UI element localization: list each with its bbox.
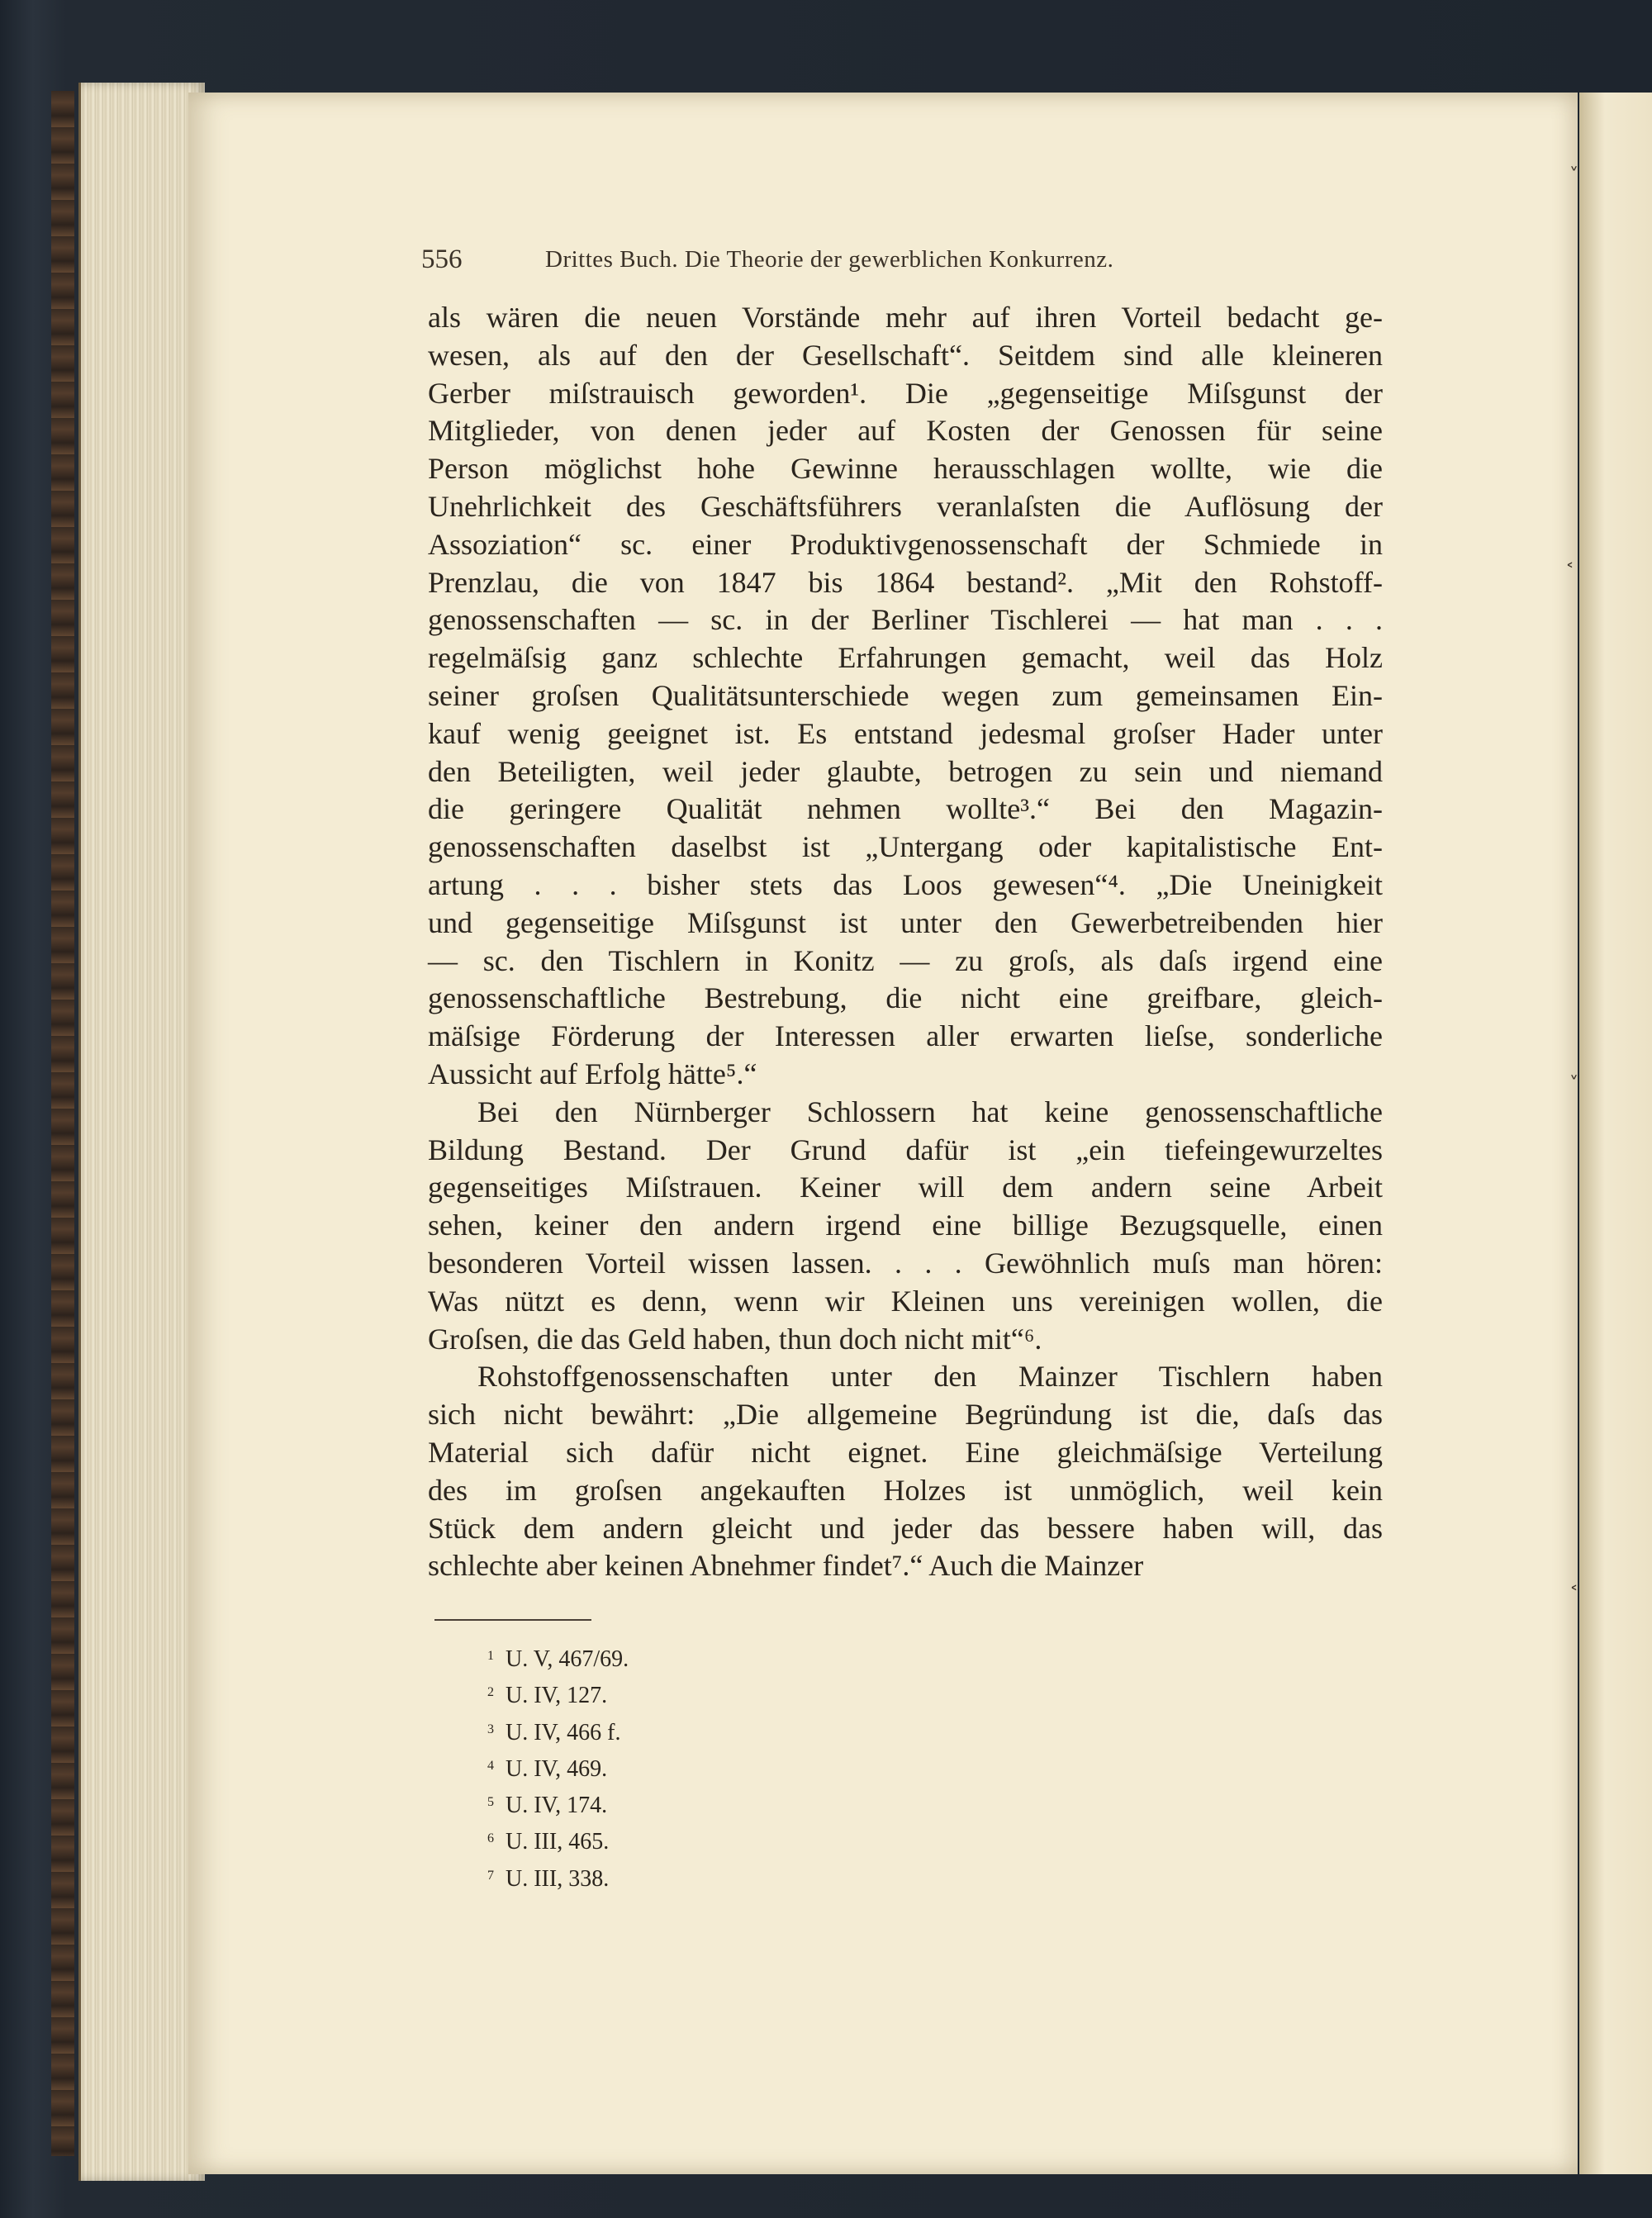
body-line: sich nicht bewährt: „Die allgemeine Begründung ist die, daſs das (428, 1398, 1383, 1432)
body-line: artung . . . bisher stets das Loos gewesen“⁴. „Die Uneinigkeit (428, 867, 1383, 901)
footnote-text: U. IV, 466 f. (506, 1719, 621, 1745)
body-line: schlechte aber keinen Abnehmer findet⁷.“ Auch die Mainzer (428, 1549, 1144, 1583)
body-line: Prenzlau, die von 1847 bis 1864 bestand². „Mit den Rohstoff- (428, 565, 1383, 599)
body-line: genossenschaftliche Bestrebung, die nicht eine greifbare, gleich- (428, 981, 1383, 1015)
body-line: kauf wenig geeignet ist. Es entstand jedesmal groſser Hader unter (428, 716, 1383, 750)
body-line: Assoziation“ sc. einer Produktivgenossenschaft der Schmiede in (428, 527, 1383, 561)
body-line: Aussicht auf Erfolg hätte⁵.“ (428, 1057, 757, 1090)
body-line: wesen, als auf den der Gesellschaft“. Seitdem sind alle kleineren (428, 338, 1383, 372)
body-line: Bildung Bestand. Der Grund dafür ist „ein tiefeingewurzeltes (428, 1133, 1383, 1166)
body-line: — sc. den Tischlern in Konitz — zu groſs, als daſs irgend eine (428, 943, 1383, 977)
body-line: Bei den Nürnberger Schlossern hat keine genossenschaftliche (477, 1095, 1383, 1128)
body-text (428, 299, 1383, 1585)
body-line: und gegenseitige Miſsgunst ist unter den Gewerbetreibenden hier (428, 905, 1383, 939)
footnote (487, 1786, 818, 1822)
footnote (487, 1713, 818, 1750)
body-line: gegenseitiges Miſstrauen. Keiner will dem andern seine Arbeit (428, 1171, 1383, 1204)
margin-tick-mark: ˅ (1569, 165, 1578, 186)
footnote (487, 1750, 818, 1786)
body-line: die geringere Qualität nehmen wollte³.“ Bei den Magazin- (428, 792, 1383, 826)
body-line: Stück dem andern gleicht und jeder das bessere haben will, das (428, 1511, 1383, 1545)
margin-tick-mark: ˅ (1569, 1074, 1578, 1095)
body-line: seiner groſsen Qualitätsunterschiede wegen zum gemeinsamen Ein- (428, 678, 1383, 712)
footnote-text: U. III, 465. (506, 1829, 610, 1855)
running-title: Drittes Buch. Die Theorie der gewerblichen Konkurrenz. (545, 246, 1114, 273)
body-line: regelmäſsig ganz schlechte Erfahrungen gemacht, weil das Holz (428, 641, 1383, 675)
footnote-text: U. III, 338. (506, 1865, 610, 1892)
body-line: Was nützt es denn, wenn wir Kleinen uns vereinigen wollen, die (428, 1284, 1383, 1318)
footnote-mark: 3 (487, 1722, 494, 1736)
running-header (421, 245, 1264, 278)
footnote-mark: 5 (487, 1795, 494, 1810)
margin-tick-mark: ˂ (1569, 1584, 1578, 1605)
margin-tick-mark: ˂ (1565, 562, 1574, 582)
body-line: als wären die neuen Vorstände mehr auf ihren Vorteil bedacht ge- (428, 301, 1383, 334)
body-line: Person möglichst hohe Gewinne herausschlagen wollte, wie die (428, 452, 1383, 486)
footnote-mark: 6 (487, 1831, 494, 1846)
footnote-mark: 2 (487, 1685, 494, 1700)
footnote-text: U. IV, 174. (506, 1793, 608, 1819)
body-line: Material sich dafür nicht eignet. Eine gleichmäſsige Verteilung (428, 1435, 1383, 1469)
body-line: besonderen Vorteil wissen lassen. . . . Gewöhnlich muſs man hören: (428, 1246, 1383, 1280)
footnote-text: U. V, 467/69. (506, 1646, 629, 1672)
body-line: mäſsige Förderung der Interessen aller erwarten lieſse, sonderliche (428, 1019, 1383, 1053)
page-stack-edges (78, 83, 205, 2181)
body-line: sehen, keiner den andern irgend eine billige Bezugsquelle, einen (428, 1209, 1383, 1242)
footnote-mark: 7 (487, 1868, 494, 1883)
footnote-rule (434, 1619, 591, 1621)
body-line: Unehrlichkeit des Geschäftsführers veranlaſsten die Auflösung der (428, 489, 1383, 523)
marbled-edge (51, 91, 74, 2156)
body-line: Gerber miſstrauisch geworden¹. Die „gegenseitige Miſsgunst der (428, 376, 1383, 410)
footnote-text: U. IV, 469. (506, 1755, 608, 1782)
body-line: genossenschaften daselbst ist „Untergang oder kapitalistische Ent- (428, 830, 1383, 864)
body-line: den Beteiligten, weil jeder glaubte, betrogen zu sein und niemand (428, 754, 1383, 788)
body-line: Rohstoffgenossenschaften unter den Mainzer Tischlern haben (477, 1360, 1383, 1394)
footnote-mark: 1 (487, 1649, 494, 1663)
footnote (487, 1859, 818, 1896)
body-line: Groſsen, die das Geld haben, thun doch nicht mit“⁶. (428, 1322, 1042, 1356)
adjacent-page-edge (1579, 93, 1652, 2174)
footnote (487, 1822, 818, 1859)
footnote-mark: 4 (487, 1758, 494, 1773)
body-line: des im groſsen angekauften Holzes ist unmöglich, weil kein (428, 1473, 1383, 1507)
body-line: genossenschaften — sc. in der Berliner Tischlerei — hat man . . . (428, 603, 1383, 637)
footnotes (487, 1640, 818, 1896)
footnote (487, 1676, 818, 1712)
body-line: Mitglieder, von denen jeder auf Kosten der Genossen für seine (428, 414, 1383, 448)
page-number: 556 (421, 245, 463, 274)
footnote (487, 1640, 818, 1676)
footnote-text: U. IV, 127. (506, 1683, 608, 1709)
